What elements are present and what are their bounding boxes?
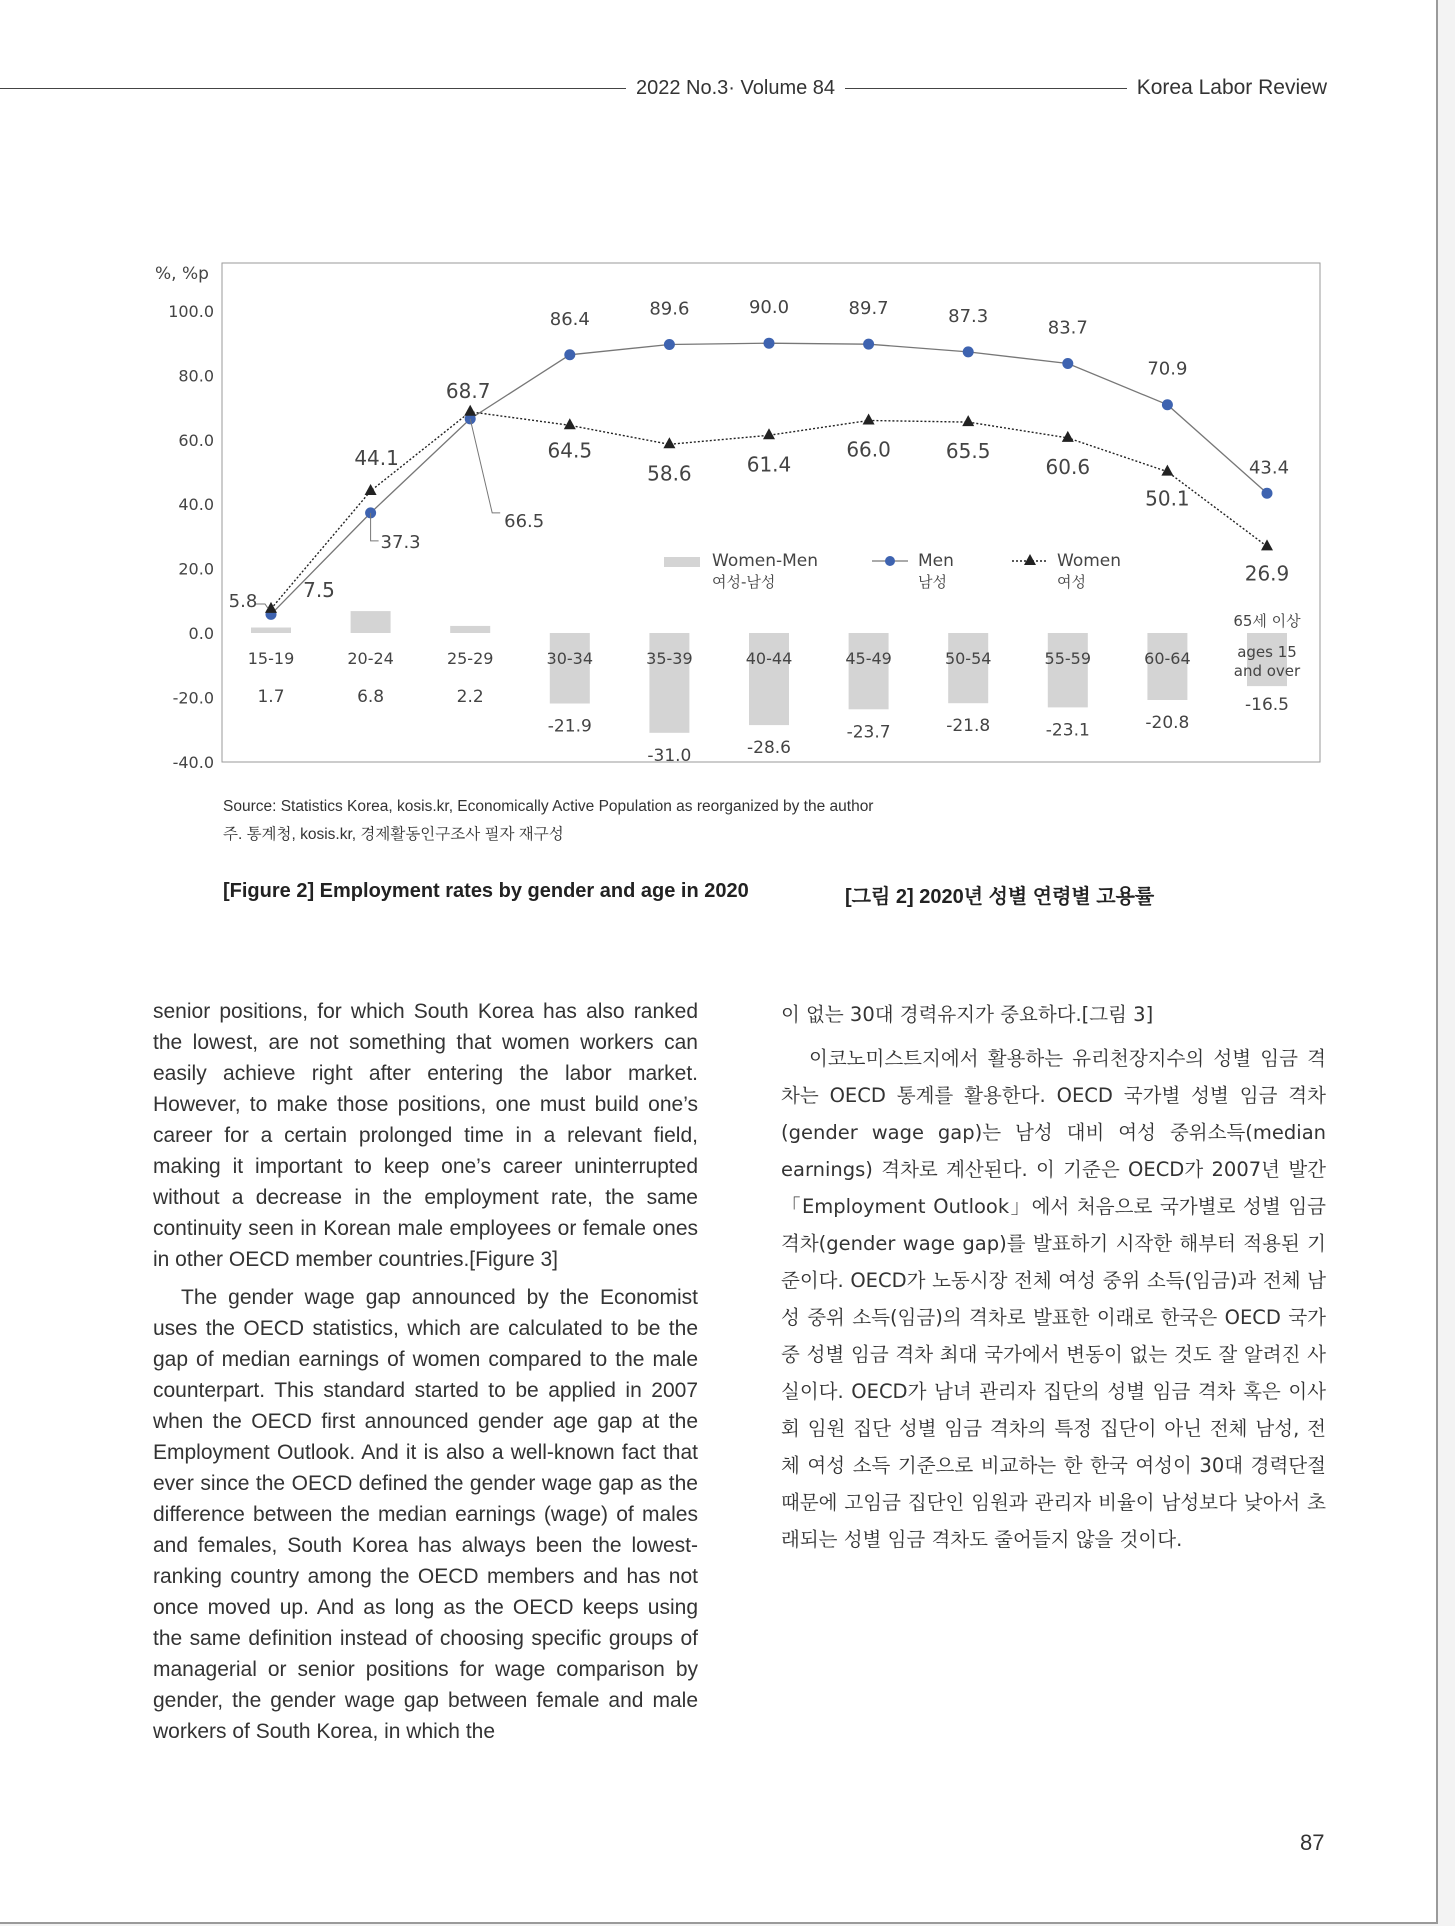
men-value-label: 87.3 — [948, 305, 989, 327]
legend-swatch-gap — [664, 557, 700, 567]
body-column-left — [153, 996, 698, 1747]
women-point — [663, 437, 675, 448]
men-point — [863, 339, 874, 350]
men-value-label: 89.6 — [649, 298, 690, 320]
y-tick-label: -20.0 — [172, 688, 214, 708]
figure-caption-ko: [그림 2] 2020년 성별 연령별 고용률 — [845, 886, 1155, 908]
men-point — [963, 346, 974, 357]
women-point — [464, 405, 476, 416]
gap-value-label: 6.8 — [357, 687, 385, 707]
category-label: 25-29 — [446, 649, 494, 668]
category-label: 35-39 — [646, 649, 693, 668]
category-label: 40-44 — [745, 649, 793, 668]
women-point — [1261, 539, 1273, 550]
men-value-label: 37.3 — [380, 531, 421, 553]
legend-label-women: Women — [1057, 551, 1122, 571]
legend-label-gap-ko: 여성-남성 — [712, 573, 776, 591]
women-value-label: 44.1 — [354, 445, 399, 470]
men-value-label: 83.7 — [1047, 317, 1088, 339]
gap-bar — [251, 628, 291, 633]
men-point — [764, 338, 775, 349]
women-point — [863, 413, 875, 424]
gap-value-label: -23.7 — [846, 722, 891, 743]
category-label-en: ages 15 — [1237, 643, 1297, 661]
paragraph: The gender wage gap announced by the Economist uses the OECD statistics, which are calculated to be the gap of median earnings of women compared to the male counterpart. This standard started to be applied in 2007 when the OECD first announced gender age gap at the Employment Outlook. And it is also a well-known fact that ever since the OECD defined the gender wage gap as the difference between the median earnings (wage) of males and females, South Korea has always been the lowest-ranking country among the OECD members and has not once moved up. And as long as the OECD keeps using the same definition instead of choosing specific groups of managerial or senior positions for wage comparison by gender, the gender wage gap between female and male workers of South Korea, in which the — [153, 1286, 698, 1743]
category-label-en: and over — [1233, 662, 1301, 680]
women-value-label: 7.5 — [303, 577, 335, 602]
legend-label-women-ko: 여성 — [1057, 573, 1086, 591]
legend-label-men-ko: 남성 — [918, 573, 947, 591]
page-number: 87 — [1300, 1830, 1325, 1855]
category-label: 55-59 — [1044, 649, 1092, 668]
category-label: 15-19 — [247, 649, 295, 668]
women-value-label: 58.6 — [647, 461, 692, 486]
women-point — [365, 484, 377, 495]
legend-marker-women — [1024, 554, 1036, 565]
gap-value-label: 1.7 — [257, 687, 285, 707]
paragraph: senior positions, for which South Korea has also ranked the lowest, are not something that women workers can easily achieve right after entering the labor market. However, to make those positions, one must build one’s career for a certain prolonged time in a relevant field, making it important to keep one’s career uninterrupted without a decrease in the employment rate, the same continuity seen in Korean male employees or female ones in other OECD member countries.[Figure 3] — [153, 1000, 698, 1271]
y-tick-label: 0.0 — [188, 624, 214, 643]
women-point — [1062, 431, 1074, 442]
women-value-label: 61.4 — [746, 452, 792, 477]
legend-label-gap: Women-Men — [712, 551, 819, 571]
gap-bar — [849, 633, 889, 709]
figure-caption-en: [Figure 2] Employment rates by gender and age in 2020 — [223, 880, 749, 902]
body-column-right — [781, 996, 1326, 1558]
men-point — [664, 339, 675, 350]
issue-label: 2022 No.3· Volume 84 — [626, 74, 845, 102]
category-label: 60-64 — [1144, 649, 1191, 668]
gap-value-label: -28.6 — [747, 738, 791, 759]
gap-bar — [1048, 633, 1088, 707]
gap-value-label: -31.0 — [647, 745, 692, 766]
women-value-label: 50.1 — [1145, 486, 1190, 511]
women-value-label: 68.7 — [445, 378, 491, 403]
women-point — [763, 428, 775, 439]
women-value-label: 65.5 — [945, 439, 991, 464]
legend-marker-men — [885, 556, 895, 566]
paragraph: 이 없는 30대 경력유지가 중요하다.[그림 3] — [781, 1003, 1154, 1026]
gap-bar — [351, 611, 391, 633]
women-value-label: 26.9 — [1244, 561, 1290, 586]
men-value-label: 89.7 — [848, 298, 889, 320]
women-point — [564, 418, 576, 429]
gap-bar — [550, 633, 590, 704]
y-tick-label: 40.0 — [178, 495, 214, 515]
gap-value-label: -21.9 — [547, 716, 592, 737]
gap-value-label: -20.8 — [1145, 712, 1190, 733]
employment-rate-chart — [0, 0, 1436, 860]
source-note-en: Source: Statistics Korea, kosis.kr, Economically Active Population as reorganized by the author — [223, 798, 874, 815]
women-value-label: 60.6 — [1045, 454, 1091, 479]
gap-bar — [450, 626, 490, 633]
men-value-label: 66.5 — [504, 510, 545, 532]
women-value-label: 66.0 — [846, 437, 891, 462]
men-point — [1262, 488, 1273, 499]
category-label: 20-24 — [347, 649, 394, 668]
gap-value-label: 2.2 — [456, 687, 484, 707]
leader-line — [256, 604, 268, 608]
men-point — [564, 349, 575, 360]
leader-line — [470, 419, 500, 513]
men-value-label: 5.8 — [228, 591, 258, 612]
y-tick-label: 100.0 — [168, 302, 214, 321]
y-tick-label: 20.0 — [178, 559, 214, 579]
gap-bar — [948, 633, 988, 703]
gap-value-label: -21.8 — [946, 716, 991, 737]
category-label: 50-54 — [944, 649, 992, 668]
paragraph: 이코노미스트지에서 활용하는 유리천장지수의 성별 임금 격차는 OECD 통계를 활용한다. OECD 국가별 성별 임금 격차(gender wage gap)는 남성 대비 여성 중위소득(median earnings) 격차로 계산된다. 이 기준은 OECD가 2007년 발간 「Employment Outlook」에서 처음으로 국가별로 성별 임금 격차(gender wage gap)를 발표하기 시작한 해부터 적용된 기준이다. OECD가 노동시장 전체 여성 중위 소득(임금)과 전체 남성 중위 소득(임금)의 격차로 발표한 이래로 한국은 OECD 국가 중 성별 임금 격차 최대 국가에서 변동이 없는 것도 잘 알려진 사실이다. OECD가 남녀 관리자 집단의 성별 임금 격차 혹은 이사회 임원 집단 성별 임금 격차의 특정 집단이 아닌 전체 남성, 전체 여성 소득 기준으로 비교하는 한 한국 여성이 30대 경력단절 때문에 고임금 집단인 임원과 관리자 비율이 남성보다 낮아서 초래되는 성별 임금 격차도 줄어들지 않을 것이다. — [781, 1047, 1326, 1551]
journal-title: Korea Labor Review — [1127, 74, 1327, 102]
women-point — [962, 415, 974, 426]
category-label: 30-34 — [546, 649, 594, 668]
men-point — [1162, 399, 1173, 410]
y-tick-label: -40.0 — [172, 752, 214, 772]
category-label: 45-49 — [845, 649, 892, 668]
women-value-label: 64.5 — [547, 438, 593, 463]
men-value-label: 86.4 — [549, 308, 590, 330]
legend-label-men: Men — [918, 551, 954, 571]
men-value-label: 43.4 — [1248, 457, 1290, 479]
men-value-label: 90.0 — [748, 297, 790, 319]
y-unit-label: %, %p — [155, 264, 209, 284]
gap-value-label: -23.1 — [1045, 720, 1090, 741]
men-point — [1062, 358, 1073, 369]
gap-bar — [649, 633, 689, 733]
gap-value-label: -16.5 — [1245, 695, 1289, 715]
men-value-label: 70.9 — [1147, 358, 1188, 380]
category-label: 65세 이상 — [1233, 612, 1301, 630]
gap-bar — [749, 633, 789, 725]
y-tick-label: 60.0 — [178, 430, 214, 450]
source-note-ko: 주. 통계청, kosis.kr, 경제활동인구조사 필자 재구성 — [223, 826, 564, 843]
y-tick-label: 80.0 — [178, 366, 214, 386]
